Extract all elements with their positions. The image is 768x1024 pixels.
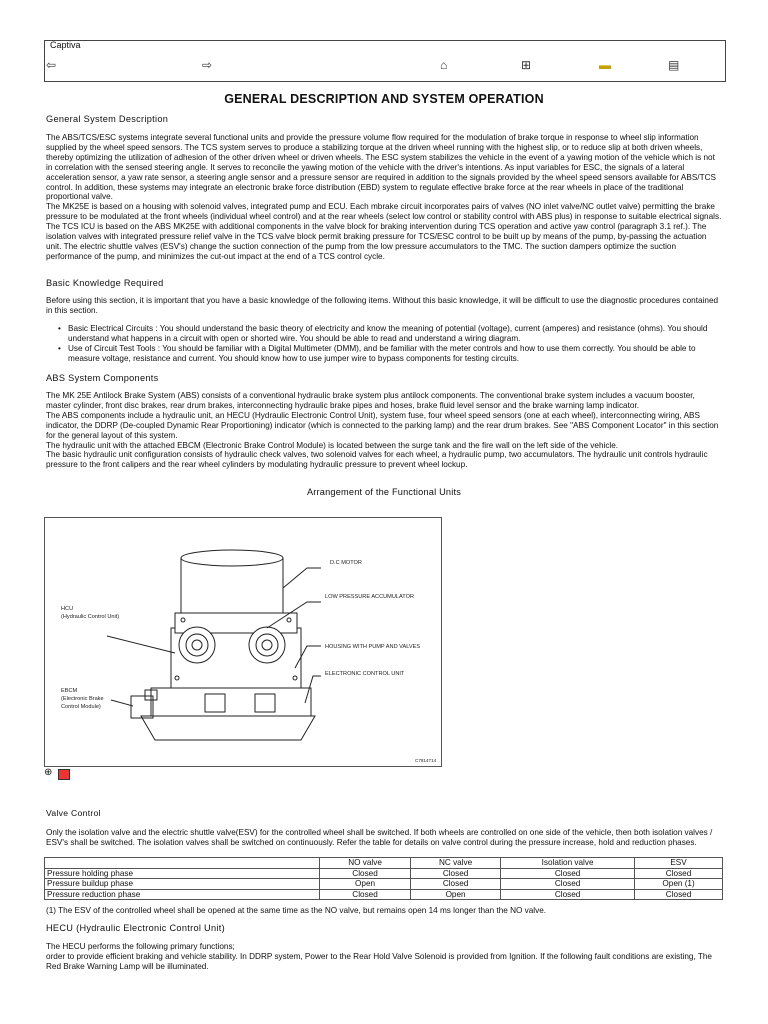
section-heading-abs: ABS System Components: [46, 373, 159, 383]
table-header-cell: Isolation valve: [501, 858, 635, 869]
navigation-frame: [44, 40, 726, 82]
table-row: [45, 889, 723, 900]
label-dc-motor: D.C MOTOR: [330, 560, 362, 566]
table-cell: Open: [411, 889, 501, 900]
label-low-pressure-accumulator: LOW PRESSURE ACCUMULATOR: [325, 594, 414, 600]
table-header-cell: NC valve: [411, 858, 501, 869]
table-cell: Closed: [635, 868, 723, 879]
folder-icon[interactable]: ▬: [599, 58, 611, 72]
section-heading-general: General System Description: [46, 114, 169, 124]
abs-paragraph-2: The ABS components include a hydraulic unit, an HECU (Hydraulic Electronic Control Unit), system fuse, four wheel speed sensors (one at each wheel), interconnecting wiring, ABS indicator, the DDRP (De-coupled Dynamic Rear Proportioning) indicator (which is connected to the parking lamp) and the rear drum brakes. See "ABS Component Locator" in this section for the general layout of this system.: [46, 410, 719, 440]
label-hcu: HCU: [61, 606, 74, 612]
general-description-text: [46, 133, 722, 262]
table-cell: Closed: [411, 868, 501, 879]
table-cell: Pressure holding phase: [45, 868, 320, 879]
hydraulic-unit-drawing: [45, 518, 441, 766]
general-paragraph-3: The TCS ICU is based on the ABS MK25E with additional components in the valve block for braking intervention during TCS operation and active yaw control (paragraph 3.1 ref.). The isolation valves with integrated pressure relief valve in the TCS valve block permit braking pressure for TCS/ESC control to be built up by means of the pump, by-passing the actuation unit. The electric shuttle valves (ESV's) change the suction connection of the pump from the low pressure accumulators to the TMC. The suction dampers optimize the suction performance of the pump, and minimizes the cut-out impact at the end of a TCS control cycle.: [46, 222, 707, 261]
label-ecu: ELECTRONIC CONTROL UNIT: [325, 671, 405, 677]
figure-caption: Arrangement of the Functional Units: [306, 487, 462, 497]
label-housing: HOUSING WITH PUMP AND VALVES: [325, 644, 421, 650]
page-title: GENERAL DESCRIPTION AND SYSTEM OPERATION: [224, 92, 544, 106]
table-footnote: (1) The ESV of the controlled wheel shall be opened at the same time as the NO valve, but remains open 14 ms longer than the NO valve.: [46, 906, 547, 915]
back-arrow-icon[interactable]: ⇦: [46, 58, 57, 72]
label-ebcm-line1: (Electronic Brake: [61, 696, 104, 702]
tree-icon[interactable]: ⊞: [521, 58, 532, 72]
table-cell: Closed: [320, 889, 411, 900]
section-heading-hecu: HECU (Hydraulic Electronic Control Unit): [46, 923, 225, 933]
label-ebcm-line2: Control Module): [61, 704, 101, 710]
zoom-icon[interactable]: ⊕: [44, 767, 53, 778]
table-header-cell: [45, 858, 320, 869]
table-cell: Pressure buildup phase: [45, 879, 320, 890]
section-heading-valve: Valve Control: [46, 808, 101, 818]
hecu-paragraph-2: order to provide efficient braking and vehicle stability. In DDRP system, Power to the Rear Hold Valve Solenoid is provided from Ignition. If the following fault conditions are existing, The Red Brake Warning Lamp will be illuminated.: [46, 951, 712, 971]
table-row: [45, 879, 723, 890]
valve-control-text: Only the isolation valve and the electric shuttle valve(ESV) for the controlled wheel shall be switched. If both wheels are controlled on one side of the vehicle, then both isolation valves / ESV's shall be switched. The isolation valves shall be switched on continuously. Refer the table for details on valve control during the pressure increase, hold and reduction phases.: [46, 828, 713, 847]
label-hcu-full: (Hydraulic Control Unit): [61, 614, 120, 620]
abs-paragraph-3: The hydraulic unit with the attached EBCM (Electronic Brake Control Module) is located between the surge tank and the fire wall on the left side of the vehicle.: [46, 440, 619, 450]
section-heading-basic: Basic Knowledge Required: [46, 278, 164, 288]
bullet-item: • Use of Circuit Test Tools : You should be familiar with a Digital Multimeter (DMM), and be familiar with the meter controls and how to use them correctly. You should be able to measure voltage, resistance and current. You should know how to use jumper wire to bypass components for testing circuits.: [58, 344, 722, 364]
table-header-cell: NO valve: [320, 858, 411, 869]
table-cell: Closed: [501, 889, 635, 900]
label-ebcm: EBCM: [61, 688, 78, 694]
brand-label: Captiva: [50, 40, 81, 50]
table-cell: Closed: [320, 868, 411, 879]
abs-paragraph-4: The basic hydraulic unit configuration consists of hydraulic check valves, two solenoid valves for each wheel, a hydraulic pump, two accumulators. The hydraulic unit controls hydraulic pressure to the front calipers and the rear wheel cylinders by modulating hydraulic pressure to prevent wheel lockup.: [46, 450, 708, 470]
table-cell: Closed: [635, 889, 723, 900]
basic-bullet-list: [58, 324, 722, 364]
abs-components-text: [46, 391, 722, 470]
functional-units-figure: [44, 517, 442, 767]
figure-view-icon[interactable]: [58, 769, 70, 780]
table-cell: Pressure reduction phase: [45, 889, 320, 900]
figure-code: C7814714: [415, 758, 437, 763]
home-icon[interactable]: ⌂: [440, 58, 448, 72]
table-header-row: [45, 858, 723, 869]
valve-control-table: [44, 857, 723, 900]
general-paragraph-2: The MK25E is based on a housing with solenoid valves, integrated pump and ECU. Each mbrake circuit incorporates pairs of valves (NO inlet valve/NC outlet valve) permitting the brake pressure to be modulated at the front wheels (individual wheel control) and at the rear wheels (select low control or stability control with ABS plus) in response to suitable electrical signals.: [46, 202, 722, 222]
hecu-text: [46, 942, 722, 972]
table-cell: Closed: [411, 879, 501, 890]
table-cell: Closed: [501, 868, 635, 879]
table-cell: Closed: [501, 879, 635, 890]
table-cell: Open (1): [635, 879, 723, 890]
basic-knowledge-text: Before using this section, it is important that you have a basic knowledge of the following items. Without this basic knowledge, it will be difficult to use the diagnostic procedures contained in this section.: [46, 296, 719, 315]
forward-arrow-icon[interactable]: ⇨: [202, 58, 213, 72]
print-icon[interactable]: ▤: [668, 58, 680, 72]
hecu-paragraph-1: The HECU performs the following primary functions;: [46, 942, 235, 951]
general-paragraph-1: The ABS/TCS/ESC systems integrate several functional units and provide the pressure volume flow required for the modulation of brake torque in response to wheel slip information supplied by the wheel speed sensors. The TCS system serves to produce a stabilizing torque at the driven wheel running with the highest slip, or to reduce slip at both driven wheels, thereby optimizing the utilization of adhesion of the other driven wheel or driven wheels. The ESC system stabilizes the vehicle in the event of a yawing motion of the vehicle which is not in correlation with the sensed steering angle. It serves to reconcile the yawing motion of the vehicle with the driver's intentions. As input variables for ESC, the signals of a lateral acceleration sensor, a yaw rate sensor, a steering angle sensor and a pressure sensor are required in addition to the signals provided by the wheel speed sensors available for ABS/TCS control. In addition, these systems may integrate an electronic brake force distribution (EBD) system to regulate effective brake force at the rear wheels in place of the traditional proportional valve.: [46, 133, 716, 202]
table-cell: Open: [320, 879, 411, 890]
bullet-item: • Basic Electrical Circuits : You should understand the basic theory of electricity and know the meaning of potential (voltage), current (amperes) and resistance (ohms). You should understand what happens in a circuit with open or shorted wire. You should be able to read and understand a wiring diagram.: [58, 324, 722, 344]
table-header-cell: ESV: [635, 858, 723, 869]
table-row: [45, 868, 723, 879]
abs-paragraph-1: The MK 25E Antilock Brake System (ABS) consists of a conventional hydraulic brake system plus antilock components. The conventional brake system includes a vacuum booster, master cylinder, front disc brakes, rear drum brakes, interconnecting hydraulic brake pipes and hoses, brake fluid level sensor and the brake warning lamp indicator.: [46, 391, 695, 410]
